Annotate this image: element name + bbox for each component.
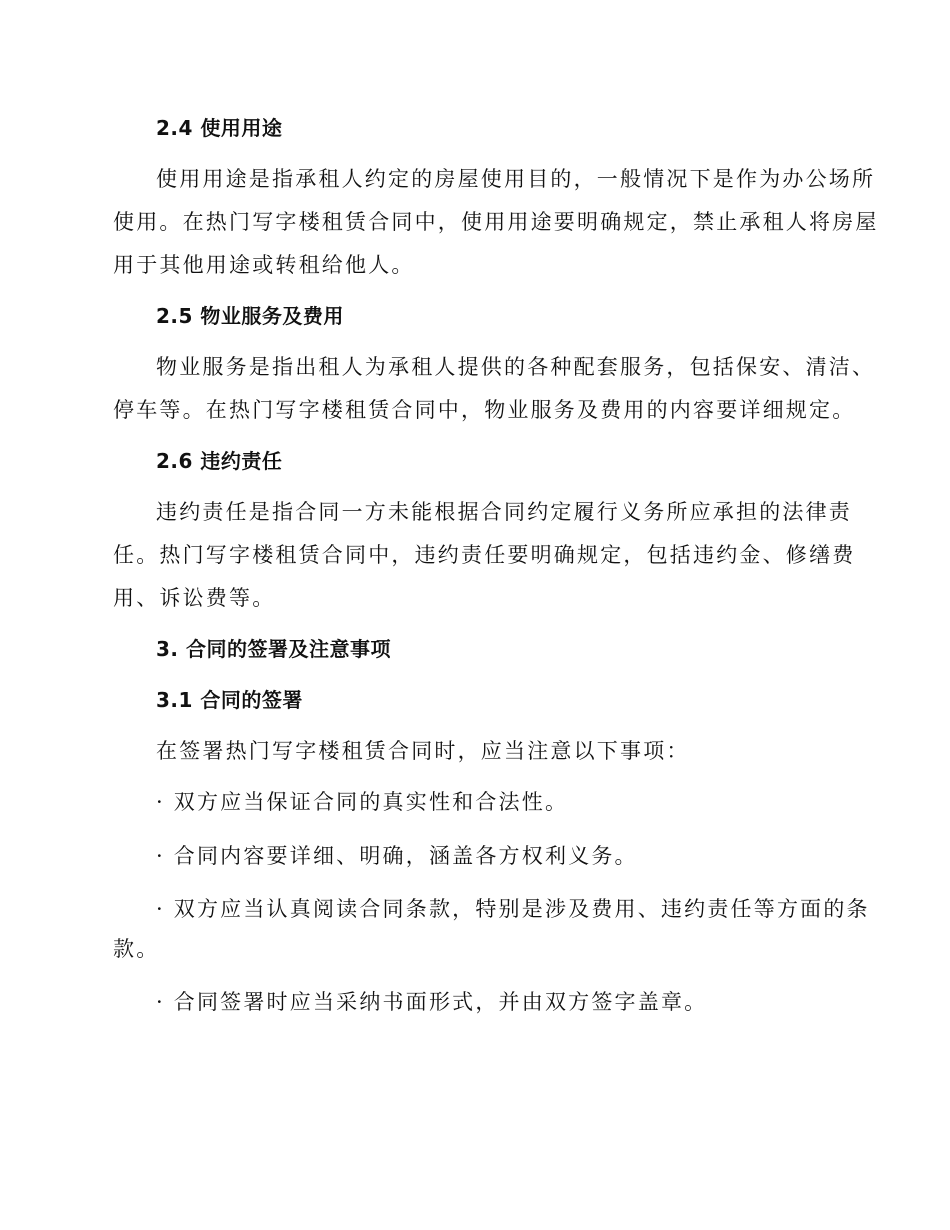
paragraph-line: 在签署热门写字楼租赁合同时，应当注意以下事项： [156,739,690,763]
bullet-item-continuation: 款。 [113,937,160,961]
bullet-item: · 合同内容要详细、明确，涵盖各方权利义务。 [156,844,638,868]
paragraph-line: 用于其他用途或转租给他人。 [113,253,415,277]
paragraph-line: 停车等。在热门写字楼租赁合同中，物业服务及费用的内容要详细规定。 [113,398,856,422]
paragraph-line: 违约责任是指合同一方未能根据合同约定履行义务所应承担的法律责 [156,500,852,524]
section-heading-2-6: 2.6 违约责任 [156,449,283,473]
section-heading-3: 3. 合同的签署及注意事项 [156,637,391,661]
section-heading-2-4: 2.4 使用用途 [156,116,283,140]
section-heading-3-1: 3.1 合同的签署 [156,688,303,712]
paragraph-line: 使用用途是指承租人约定的房屋使用目的，一般情况下是作为办公场所 [156,167,876,191]
bullet-item: · 双方应当认真阅读合同条款，特别是涉及费用、违约责任等方面的条 [156,897,870,921]
bullet-item: · 双方应当保证合同的真实性和合法性。 [156,790,569,814]
paragraph-line: 物业服务是指出租人为承租人提供的各种配套服务，包括保安、清洁、 [156,355,876,379]
paragraph-line: 使用。在热门写字楼租赁合同中，使用用途要明确规定，禁止承租人将房屋 [113,210,879,234]
paragraph-line: 任。热门写字楼租赁合同中，违约责任要明确规定，包括违约金、修缮费 [113,543,856,567]
paragraph-line: 用、诉讼费等。 [113,586,276,610]
section-heading-2-5: 2.5 物业服务及费用 [156,304,344,328]
bullet-item: · 合同签署时应当采纳书面形式，并由双方签字盖章。 [156,990,708,1014]
